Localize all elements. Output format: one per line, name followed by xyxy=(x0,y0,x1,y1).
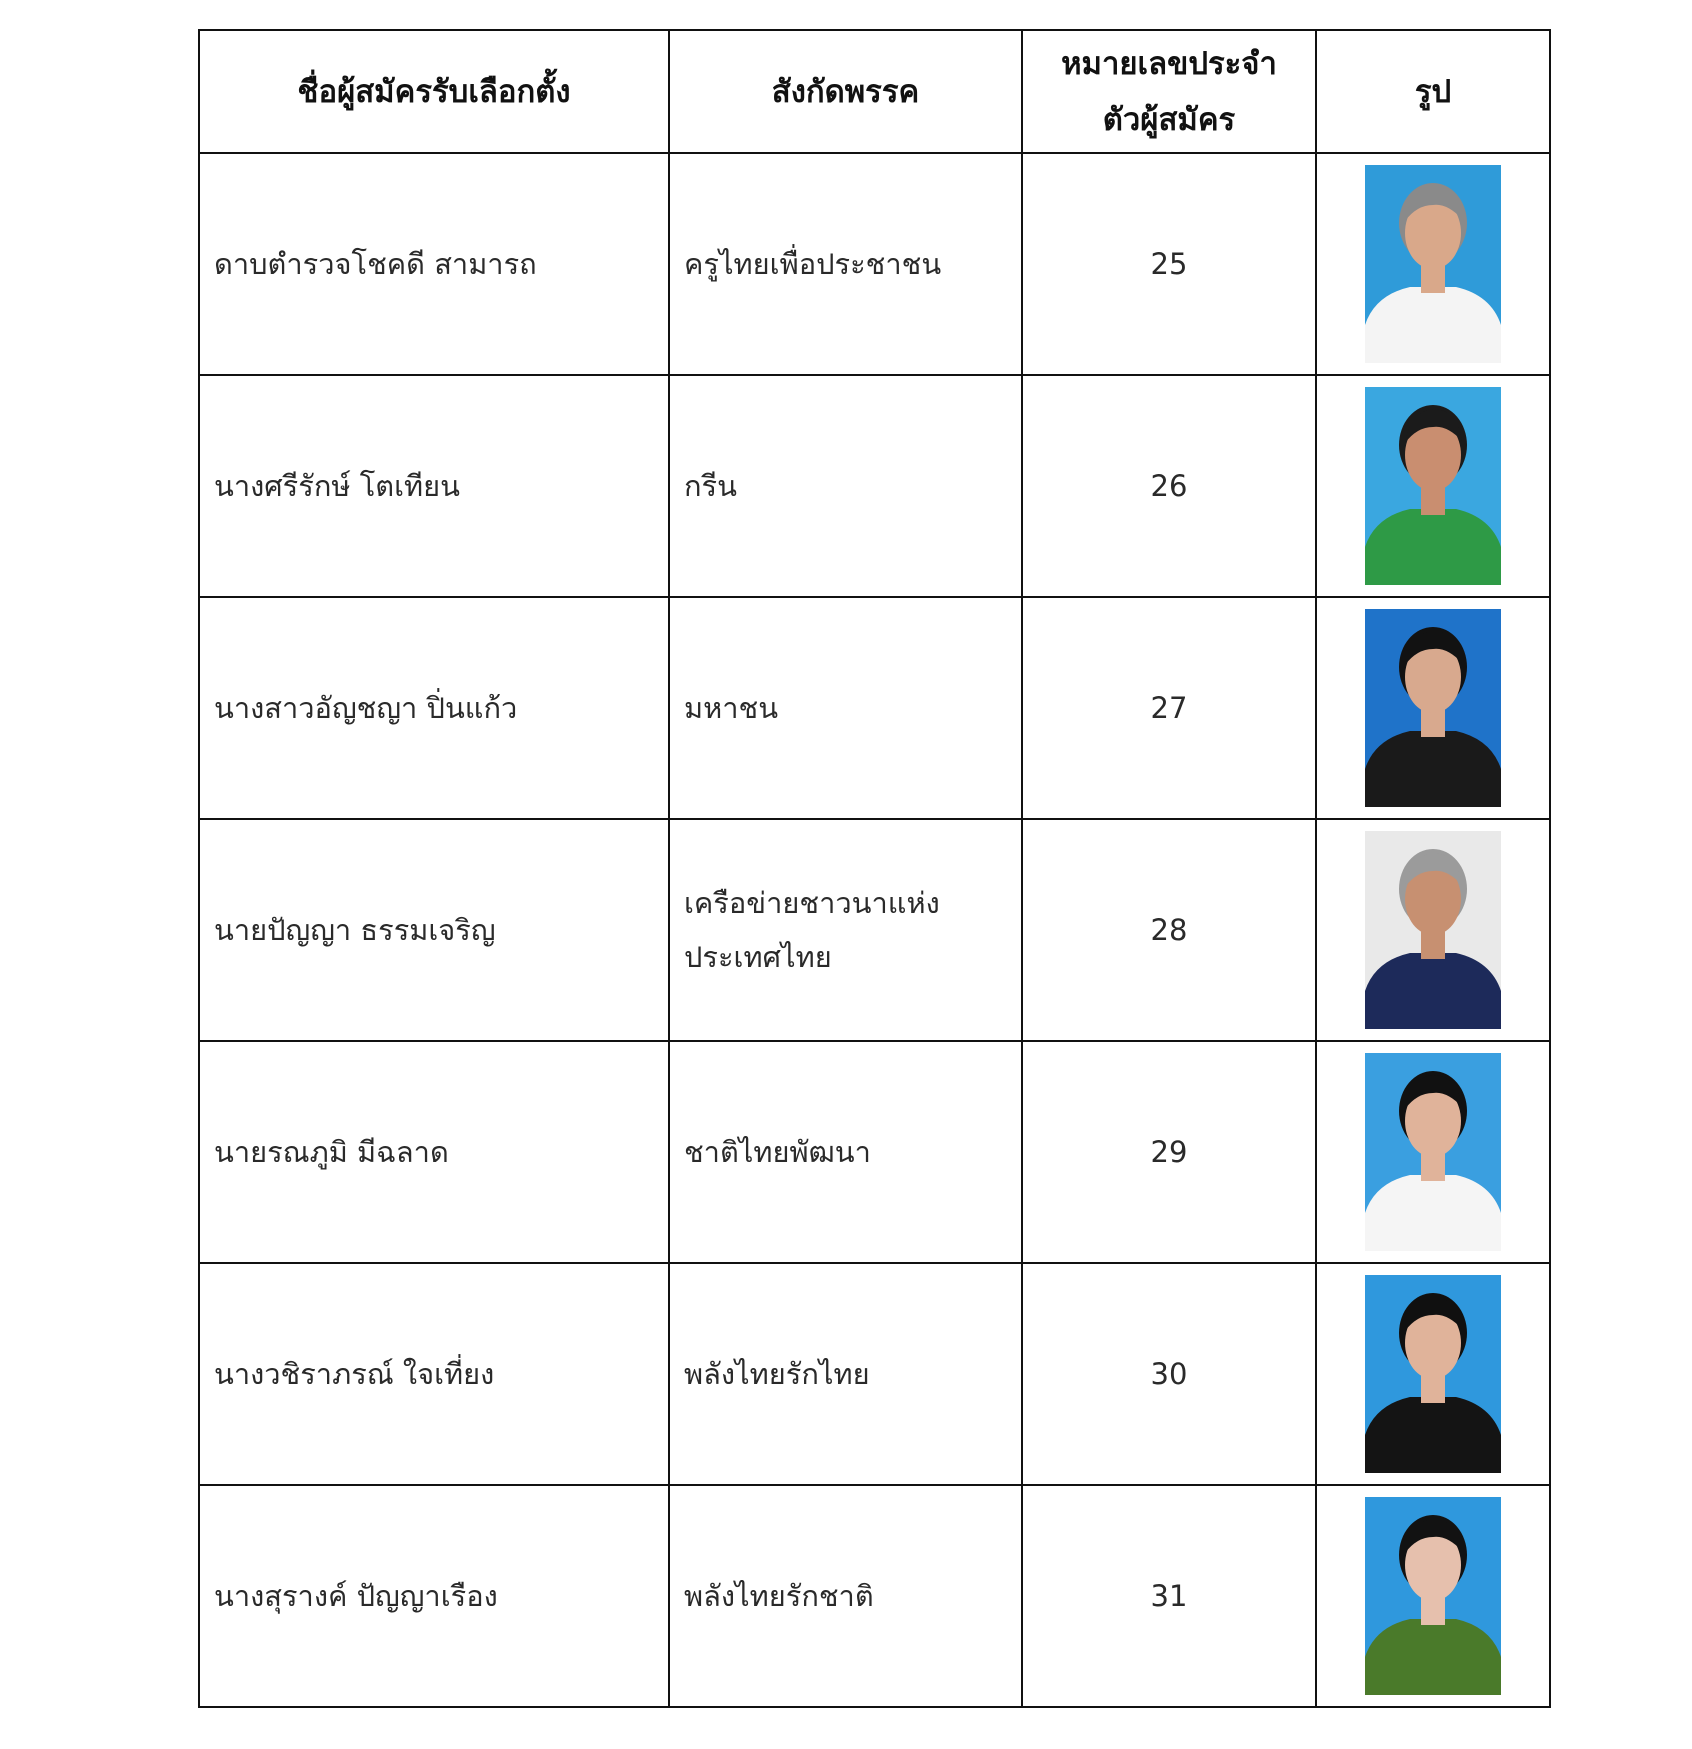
candidate-photo-cell xyxy=(1316,1041,1550,1263)
candidate-number: 28 xyxy=(1022,819,1316,1041)
candidate-party: ครูไทยเพื่อประชาชน xyxy=(669,153,1022,375)
header-photo: รูป xyxy=(1316,30,1550,153)
candidate-photo xyxy=(1365,1497,1501,1695)
candidate-photo xyxy=(1365,387,1501,585)
candidate-photo-cell xyxy=(1316,375,1550,597)
candidate-name: นางวชิราภรณ์ ใจเที่ยง xyxy=(199,1263,669,1485)
candidate-photo-cell xyxy=(1316,819,1550,1041)
candidate-photo xyxy=(1365,831,1501,1029)
table-row xyxy=(199,597,1550,819)
table-row xyxy=(199,153,1550,375)
candidate-party: มหาชน xyxy=(669,597,1022,819)
candidate-name: นายรณภูมิ มีฉลาด xyxy=(199,1041,669,1263)
candidate-photo-cell xyxy=(1316,1485,1550,1707)
header-party: สังกัดพรรค xyxy=(669,30,1022,153)
table-row xyxy=(199,819,1550,1041)
table-row xyxy=(199,375,1550,597)
header-number: หมายเลขประจำตัวผู้สมัคร xyxy=(1022,30,1316,153)
candidate-photo xyxy=(1365,1053,1501,1251)
candidate-party: พลังไทยรักชาติ xyxy=(669,1485,1022,1707)
candidate-name: ดาบตำรวจโชคดี สามารถ xyxy=(199,153,669,375)
table-row xyxy=(199,1485,1550,1707)
candidate-number: 29 xyxy=(1022,1041,1316,1263)
candidate-photo-cell xyxy=(1316,153,1550,375)
header-row xyxy=(199,30,1550,153)
candidate-photo-cell xyxy=(1316,1263,1550,1485)
table-row xyxy=(199,1263,1550,1485)
candidate-photo-cell xyxy=(1316,597,1550,819)
candidate-name: นางสาวอัญชญา ปิ่นแก้ว xyxy=(199,597,669,819)
candidate-party: ชาติไทยพัฒนา xyxy=(669,1041,1022,1263)
candidate-photo xyxy=(1365,1275,1501,1473)
candidate-name: นางศรีรักษ์ โตเทียน xyxy=(199,375,669,597)
candidate-number: 31 xyxy=(1022,1485,1316,1707)
candidate-photo xyxy=(1365,609,1501,807)
candidate-party: กรีน xyxy=(669,375,1022,597)
candidate-party: พลังไทยรักไทย xyxy=(669,1263,1022,1485)
candidate-table xyxy=(198,29,1551,1708)
candidate-rows xyxy=(199,153,1550,1707)
candidate-party: เครือข่ายชาวนาแห่งประเทศไทย xyxy=(669,819,1022,1041)
candidate-name: นางสุรางค์ ปัญญาเรือง xyxy=(199,1485,669,1707)
header-name: ชื่อผู้สมัครรับเลือกตั้ง xyxy=(199,30,669,153)
candidate-number: 26 xyxy=(1022,375,1316,597)
candidate-number: 30 xyxy=(1022,1263,1316,1485)
candidate-number: 27 xyxy=(1022,597,1316,819)
table-row xyxy=(199,1041,1550,1263)
candidate-photo xyxy=(1365,165,1501,363)
candidate-name: นายปัญญา ธรรมเจริญ xyxy=(199,819,669,1041)
candidate-number: 25 xyxy=(1022,153,1316,375)
